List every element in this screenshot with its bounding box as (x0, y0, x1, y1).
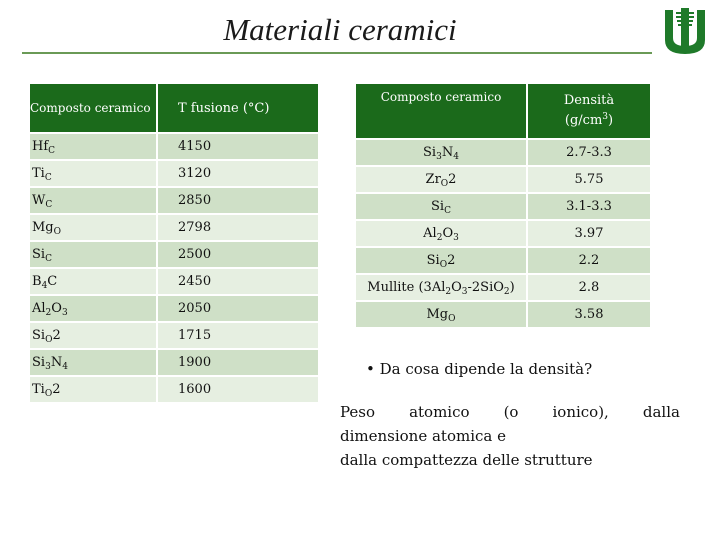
value-cell: 3.58 (527, 301, 650, 327)
value-cell: 2.7-3.3 (527, 139, 650, 166)
answer-line-2: dimensione atomica e (340, 427, 507, 445)
formula-part: 2 (448, 172, 457, 187)
compound-cell (30, 187, 157, 214)
melting-point-table (30, 84, 318, 402)
table-header-row (356, 84, 650, 139)
bullet-dot-icon: • (366, 360, 375, 378)
formula-part: ) (509, 280, 515, 295)
value-cell: 5.75 (527, 166, 650, 193)
formula-subscript: O (53, 227, 62, 237)
compound-cell (356, 301, 527, 327)
formula-subscript: C (45, 200, 53, 210)
compound-cell (356, 193, 527, 220)
formula-part: N (441, 145, 454, 160)
table-row (30, 133, 318, 160)
formula-part: -2SiO (467, 280, 504, 295)
table-row (30, 160, 318, 187)
density-unit-exponent: 3 (602, 112, 609, 122)
formula-subscript: 2 (45, 308, 52, 318)
compound-cell (30, 241, 157, 268)
formula-subscript: 3 (61, 308, 68, 318)
table-row (356, 139, 650, 166)
formula-part: Al (423, 226, 437, 241)
title-divider (22, 52, 652, 54)
compound-cell (356, 220, 527, 247)
formula-subscript: O (448, 314, 456, 324)
formula-part: Si (32, 328, 46, 343)
compound-cell (30, 268, 157, 295)
value-cell: 1900 (157, 349, 318, 376)
density-table (356, 84, 650, 327)
compound-cell (30, 133, 157, 160)
answer-word: dalla (642, 403, 680, 421)
table-row (30, 349, 318, 376)
answer-line-1 (340, 400, 680, 424)
formula-part: Si (32, 247, 46, 262)
formula-subscript: C (44, 173, 52, 183)
formula-subscript: C (45, 254, 52, 264)
value-cell: 3120 (157, 160, 318, 187)
value-cell: 2050 (157, 295, 318, 322)
formula-part: Mullite (3Al (367, 280, 446, 295)
table-header-row (30, 84, 318, 133)
value-cell: 4150 (157, 133, 318, 160)
column-header-density (527, 84, 650, 139)
value-cell: 2500 (157, 241, 318, 268)
table-row (356, 247, 650, 274)
density-unit-suffix: ) (608, 113, 614, 128)
formula-subscript: O (44, 389, 53, 399)
formula-part: O (451, 280, 462, 295)
answer-word: (o (503, 403, 519, 421)
table-row (356, 274, 650, 301)
formula-part: Hf (32, 139, 49, 154)
value-cell: 2.2 (527, 247, 650, 274)
formula-part: Si (423, 145, 437, 160)
answer-line-3: dalla compattezza delle strutture (340, 451, 593, 469)
formula-part: Ti (32, 382, 45, 397)
slide-title: Materiali ceramici (223, 12, 457, 47)
value-cell: 3.1-3.3 (527, 193, 650, 220)
formula-subscript: 4 (453, 152, 459, 162)
formula-part: W (32, 193, 46, 208)
compound-cell (356, 247, 527, 274)
formula-part: Si (431, 199, 445, 214)
formula-part: O (51, 301, 62, 316)
answer-word: ionico), (552, 403, 609, 421)
density-header-label: Densità (563, 93, 615, 108)
formula-subscript: 2 (503, 287, 510, 297)
value-cell: 1600 (157, 376, 318, 402)
formula-subscript: 3 (45, 362, 51, 372)
formula-subscript: O (45, 335, 53, 345)
table-row (30, 295, 318, 322)
formula-part: Zr (425, 172, 441, 187)
table-row (30, 214, 318, 241)
formula-part: N (50, 355, 63, 370)
value-cell: 2850 (157, 187, 318, 214)
formula-subscript: C (48, 146, 56, 156)
question-text: Da cosa dipende la densità? (379, 360, 593, 378)
formula-part: Al (32, 301, 46, 316)
formula-subscript: O (440, 179, 449, 189)
formula-subscript: C (444, 206, 451, 216)
formula-part: O (442, 226, 454, 241)
answer-paragraph (340, 400, 680, 472)
value-cell: 3.97 (527, 220, 650, 247)
formula-subscript: 2 (436, 233, 443, 243)
formula-part: C (47, 274, 58, 289)
formula-part: 2 (52, 382, 61, 397)
compound-cell (356, 166, 527, 193)
formula-subscript: 4 (41, 281, 48, 291)
formula-part: Ti (32, 166, 45, 181)
column-header-compound: Composto ceramico (356, 84, 527, 139)
compound-cell (30, 214, 157, 241)
value-cell: 2450 (157, 268, 318, 295)
compound-cell (30, 322, 157, 349)
value-cell: 1715 (157, 322, 318, 349)
formula-part: 2 (52, 328, 61, 343)
table-row (30, 322, 318, 349)
formula-part: Mg (426, 307, 449, 322)
formula-subscript: 2 (445, 287, 452, 297)
formula-subscript: 3 (436, 152, 442, 162)
density-unit-prefix: (g/cm (564, 113, 603, 128)
university-shield-icon (659, 6, 711, 58)
formula-subscript: 4 (62, 362, 68, 372)
compound-cell (30, 160, 157, 187)
formula-part: Si (32, 355, 46, 370)
table-row (356, 301, 650, 327)
table-row (356, 193, 650, 220)
value-cell: 2798 (157, 214, 318, 241)
column-header-compound: Composto ceramico (30, 84, 157, 133)
table-row (356, 166, 650, 193)
answer-word: Peso (340, 403, 376, 421)
value-cell: 2.8 (527, 274, 650, 301)
question-bullet (366, 360, 592, 378)
formula-subscript: 3 (461, 287, 468, 297)
table-row (30, 376, 318, 402)
compound-cell (30, 349, 157, 376)
compound-cell (30, 295, 157, 322)
table-row (30, 268, 318, 295)
formula-part: 2 (447, 253, 456, 268)
formula-part: Si (426, 253, 440, 268)
column-header-melting-temperature: T fusione (°C) (157, 84, 318, 133)
table-row (30, 187, 318, 214)
formula-part: Mg (32, 220, 54, 235)
compound-cell (356, 139, 527, 166)
formula-subscript: 3 (453, 233, 459, 243)
formula-subscript: O (439, 260, 448, 270)
table-row (30, 241, 318, 268)
answer-word: atomico (409, 403, 470, 421)
compound-cell (356, 274, 527, 301)
compound-cell (30, 376, 157, 402)
formula-part: B (32, 274, 42, 289)
table-row (356, 220, 650, 247)
